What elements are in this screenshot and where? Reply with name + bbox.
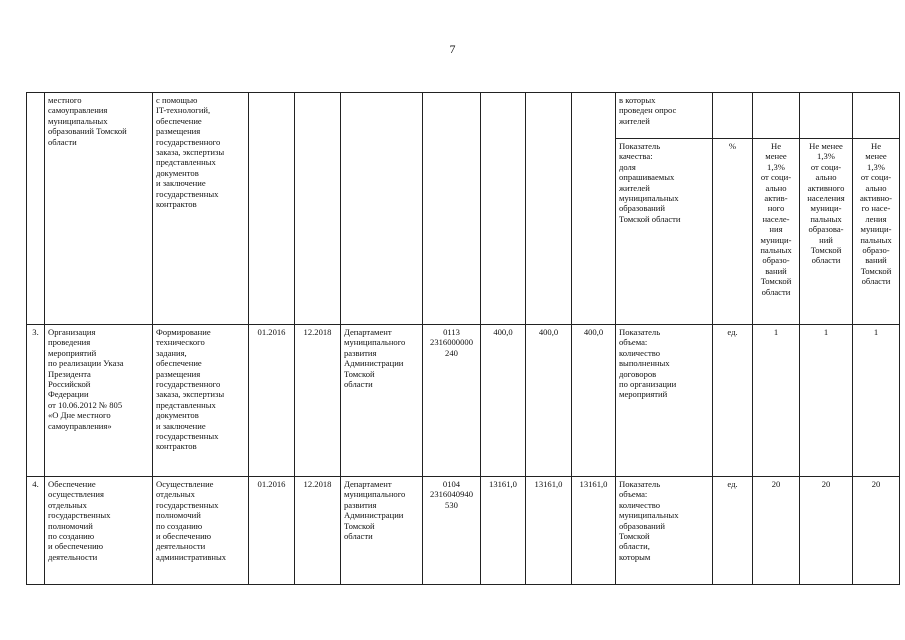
cell-indicator: Показатель качества: доля опрашиваемых жителей муниципальных образований Томской области bbox=[616, 139, 713, 325]
cell-num: 3. bbox=[27, 325, 45, 477]
cell-value-2: 1 bbox=[800, 325, 853, 477]
cell-value-3: 1 bbox=[853, 325, 900, 477]
cell-fund-1: 13161,0 bbox=[481, 477, 526, 585]
cell-num bbox=[27, 93, 45, 325]
cell-value-1: 20 bbox=[753, 477, 800, 585]
cell-action: с помощью IT-технологий, обеспечение размещения государственного заказа, экспертизы представленных документов и заключение государственных контрактов bbox=[153, 93, 249, 325]
cell-end bbox=[295, 93, 341, 325]
cell-executor: Департамент муниципального развития Администрации Томской области bbox=[341, 477, 423, 585]
cell-fund-3: 400,0 bbox=[572, 325, 616, 477]
cell-value-1: 1 bbox=[753, 325, 800, 477]
cell-fund-2: 400,0 bbox=[526, 325, 572, 477]
program-activities-table bbox=[26, 92, 900, 585]
cell-code: 0113 2316000000 240 bbox=[423, 325, 481, 477]
table-row bbox=[27, 93, 900, 139]
cell-event: Организация проведения мероприятий по реализации Указа Президента Российской Федерации от 10.06.2012 № 805 «О Дне местного самоуправления» bbox=[45, 325, 153, 477]
cell-fund-3 bbox=[572, 93, 616, 325]
cell-indicator: Показатель объема: количество выполненных договоров по организации мероприятий bbox=[616, 325, 713, 477]
cell-unit: ед. bbox=[713, 325, 753, 477]
cell-value-2: 20 bbox=[800, 477, 853, 585]
cell-value-2 bbox=[800, 93, 853, 139]
cell-end: 12.2018 bbox=[295, 325, 341, 477]
cell-fund-1 bbox=[481, 93, 526, 325]
cell-end: 12.2018 bbox=[295, 477, 341, 585]
cell-value-1 bbox=[753, 93, 800, 139]
cell-unit: % bbox=[713, 139, 753, 325]
cell-start: 01.2016 bbox=[249, 325, 295, 477]
cell-indicator: Показатель объема: количество муниципальных образований Томской области, которым bbox=[616, 477, 713, 585]
cell-executor bbox=[341, 93, 423, 325]
table-row bbox=[27, 477, 900, 585]
cell-value-3: 20 bbox=[853, 477, 900, 585]
cell-num: 4. bbox=[27, 477, 45, 585]
cell-fund-1: 400,0 bbox=[481, 325, 526, 477]
cell-start: 01.2016 bbox=[249, 477, 295, 585]
cell-indicator: в которых проведен опрос жителей bbox=[616, 93, 713, 139]
cell-action: Формирование технического задания, обеспечение размещения государственного заказа, экспертизы представленных документов и заключение государственных контрактов bbox=[153, 325, 249, 477]
cell-code: 0104 2316040940 530 bbox=[423, 477, 481, 585]
cell-action: Осуществление отдельных государственных полномочий по созданию и обеспечению деятельности административных bbox=[153, 477, 249, 585]
cell-unit bbox=[713, 93, 753, 139]
cell-fund-3: 13161,0 bbox=[572, 477, 616, 585]
cell-value-3: Не менее 1,3% от соци- ально активно- го насе- ления муници- пальных образо- ваний Томской области bbox=[853, 139, 900, 325]
cell-fund-2 bbox=[526, 93, 572, 325]
cell-unit: ед. bbox=[713, 477, 753, 585]
cell-event: местного самоуправления муниципальных образований Томской области bbox=[45, 93, 153, 325]
cell-value-1: Не менее 1,3% от соци- ально актив- ного населе- ния муници- пальных образо- ваний Томской области bbox=[753, 139, 800, 325]
cell-value-3 bbox=[853, 93, 900, 139]
cell-value-2: Не менее 1,3% от соци- ально активного населения муници- пальных образова- ний Томской области bbox=[800, 139, 853, 325]
cell-start bbox=[249, 93, 295, 325]
cell-executor: Департамент муниципального развития Администрации Томской области bbox=[341, 325, 423, 477]
cell-fund-2: 13161,0 bbox=[526, 477, 572, 585]
table-row bbox=[27, 325, 900, 477]
cell-event: Обеспечение осуществления отдельных государственных полномочий по созданию и обеспечению деятельности bbox=[45, 477, 153, 585]
cell-code bbox=[423, 93, 481, 325]
page-number: 7 bbox=[449, 42, 456, 56]
